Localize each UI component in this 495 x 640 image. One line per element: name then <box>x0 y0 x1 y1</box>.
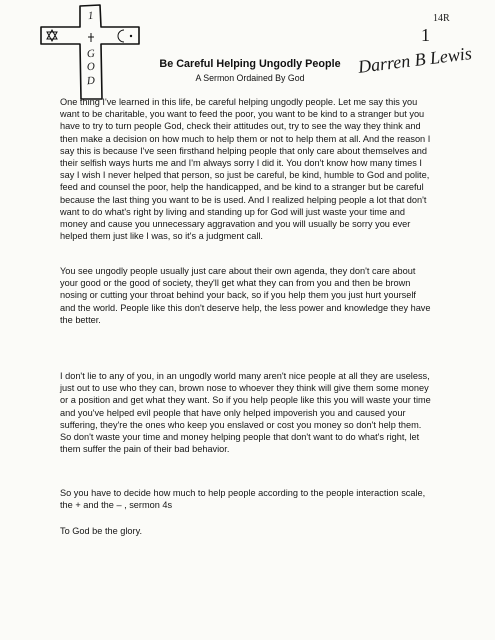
page-subtitle: A Sermon Ordained By God <box>195 73 305 83</box>
crescent-star-icon <box>118 30 132 42</box>
cross-letter-d: D <box>86 74 96 88</box>
paragraph-4: So you have to decide how much to help people according to the people interaction scale, the + and the – , sermon 4s <box>60 488 426 511</box>
paragraph-1: One thing I've learned in this life, be careful helping ungodly people. Let me say this you want to be charitable, you want to feed the poor, you want to be kind to a stranger but you have to try to turn people God, check their attitudes out, try to see the way they think and then make a decision on how much to help them or not to help them at all. And the reason I say this is because I've seen firsthand helping people that only care about themselves and their selfish ways hurts me and I'm always sorry I did it. You don't know how many times I say I wish I never helped that person, so just be careful, be kind, humble to God and polite, feed and counsel the poor, help the handicapped, and be kind to a stranger but be careful because the last thing you want to be is used. And I realized helping people a lot that don't want to do what's right by living and standing up for God will just waste your time and money and cause you unnecessary aggravation and you will usually be sorry you ever helped them just like I was, so it's a judgment call. <box>60 97 431 242</box>
paragraph-3: I don't lie to any of you, in an ungodly world many aren't nice people at all they are useless, just out to use who they can, brown nose to whoever they think will give them some money or a position and get what they want. So if you help people like this you will waste your time and you've helped evil people that have only helped impoverish you and caused your suffering, they're the ones who keep you enslaved or cost you money so don't help them. So don't waste your time and money helping people that don't want to do what's right, let them suffer the pain of their bad behavior. <box>60 371 431 455</box>
page-number: 1 <box>421 25 430 45</box>
signature: Darren B Lewis <box>356 43 473 77</box>
cross-letter-o: O <box>86 60 96 74</box>
star-of-david-icon <box>47 30 57 41</box>
cross-letter-g: G <box>86 47 96 61</box>
paragraph-5: To God be the glory. <box>60 526 143 536</box>
cross-letter-1: 1 <box>87 9 94 23</box>
paragraph-2: You see ungodly people usually just care about their own agenda, they don't care about your good or the good of society, they'll get what they can from you and then be brown nosing or cutting your throat behind your back, so if you help them you just hurt yourself and the world. People like this don't deserve help, the less power and knowledge they have the better. <box>60 266 431 325</box>
page-title: Be Careful Helping Ungodly People <box>159 58 341 70</box>
page-code: 14R <box>433 13 450 24</box>
cross-logo <box>38 3 144 101</box>
